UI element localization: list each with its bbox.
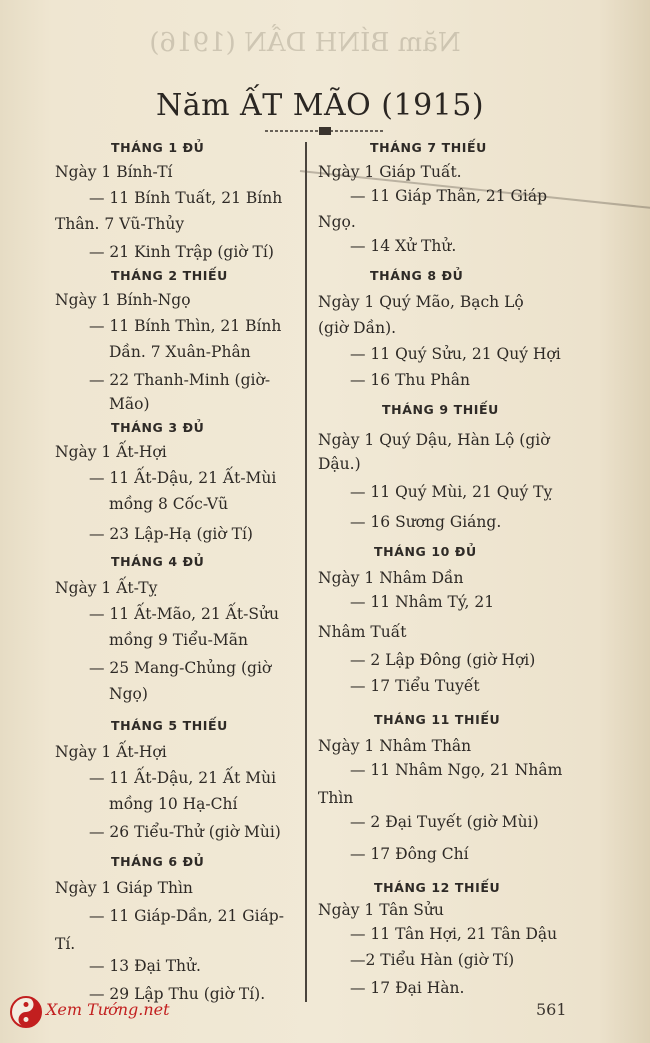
calendar-line: — 16 Sương Giáng. [350, 513, 502, 531]
calendar-line: Ngày 1 Giáp Tuất. [318, 163, 462, 181]
calendar-line: — 11 Giáp-Dần, 21 Giáp- [89, 907, 284, 925]
calendar-line: — 22 Thanh-Minh (giờ- [89, 371, 271, 389]
yin-yang-logo-icon [8, 992, 48, 1032]
calendar-line: — 23 Lập-Hạ (giờ Tí) [89, 525, 253, 543]
month-heading: THÁNG 12 THIẾU [374, 880, 501, 895]
calendar-line: Dần. 7 Xuân-Phân [109, 343, 251, 361]
watermark-text: Xem Tướng.net [46, 1000, 170, 1019]
calendar-line: Ngày 1 Bính-Tí [55, 163, 173, 181]
calendar-line: Ngày 1 Nhâm Thân [318, 737, 472, 755]
calendar-line: Ngọ) [109, 685, 148, 703]
month-heading: THÁNG 10 ĐỦ [374, 544, 477, 559]
calendar-line: Ngày 1 Tân Sửu [318, 901, 444, 919]
calendar-line: — 21 Kinh Trập (giờ Tí) [89, 243, 274, 261]
calendar-line: (giờ Dần). [318, 319, 397, 337]
month-heading: THÁNG 9 THIẾU [382, 402, 499, 417]
calendar-line: Ngọ. [318, 213, 356, 231]
calendar-line: — 29 Lập Thu (giờ Tí). [89, 985, 266, 1003]
calendar-line: — 11 Ất-Dậu, 21 Ất-Mùi [89, 469, 277, 487]
calendar-line: — 11 Quý Sửu, 21 Quý Hợi [350, 345, 561, 363]
month-heading: THÁNG 2 THIẾU [111, 268, 228, 283]
calendar-line: Mão) [109, 395, 150, 413]
calendar-line: — 14 Xử Thử. [350, 237, 457, 255]
calendar-line: mồng 10 Hạ-Chí [109, 795, 238, 813]
month-heading: THÁNG 5 THIẾU [111, 718, 228, 733]
calendar-line: —2 Tiểu Hàn (giờ Tí) [350, 951, 515, 969]
month-heading: THÁNG 11 THIẾU [374, 712, 501, 727]
month-heading: THÁNG 3 ĐỦ [111, 420, 205, 435]
column-divider [305, 142, 307, 1002]
calendar-line: — 16 Thu Phân [350, 371, 470, 389]
month-heading: THÁNG 4 ĐỦ [111, 554, 205, 569]
calendar-line: — 11 Nhâm Ngọ, 21 Nhâm [350, 761, 563, 779]
calendar-line: — 17 Tiểu Tuyết [350, 677, 480, 695]
calendar-line: Ngày 1 Quý Mão, Bạch Lộ [318, 293, 524, 311]
calendar-line: — 11 Tân Hợi, 21 Tân Dậu [350, 925, 558, 943]
calendar-line: Thìn [318, 789, 354, 807]
calendar-line: Ngày 1 Ất-Hợi [55, 443, 167, 461]
bleed-through-title: Năm BÍNH DẦN (1916) [149, 28, 461, 58]
calendar-line: Nhâm Tuất [318, 623, 407, 641]
calendar-line: Thân. 7 Vũ-Thủy [55, 215, 185, 233]
calendar-line: Ngày 1 Bính-Ngọ [55, 291, 191, 309]
calendar-line: mồng 9 Tiểu-Mãn [109, 631, 248, 649]
calendar-line: — 11 Quý Mùi, 21 Quý Tỵ [350, 483, 553, 501]
title-ornament [265, 126, 385, 136]
calendar-line: — 2 Lập Đông (giờ Hợi) [350, 651, 536, 669]
page-title: Năm ẤT MÃO (1915) [155, 88, 485, 123]
month-heading: THÁNG 7 THIẾU [370, 140, 487, 155]
month-heading: THÁNG 8 ĐỦ [370, 268, 464, 283]
calendar-line: — 17 Đại Hàn. [350, 979, 465, 997]
calendar-line: — 11 Nhâm Tý, 21 [350, 593, 495, 611]
calendar-line: — 25 Mang-Chủng (giờ [89, 659, 272, 677]
calendar-line: Ngày 1 Ất-Tỵ [55, 579, 158, 597]
calendar-line: Ngày 1 Giáp Thìn [55, 879, 193, 897]
calendar-line: — 11 Ất-Mão, 21 Ất-Sửu [89, 605, 279, 623]
calendar-line: — 2 Đại Tuyết (giờ Mùi) [350, 813, 539, 831]
calendar-line: — 17 Đông Chí [350, 845, 469, 863]
month-heading: THÁNG 6 ĐỦ [111, 854, 205, 869]
calendar-line: Ngày 1 Nhâm Dần [318, 569, 464, 587]
calendar-line: Ngày 1 Ất-Hợi [55, 743, 167, 761]
page-number: 561 [536, 1000, 567, 1019]
calendar-line: — 11 Bính Thìn, 21 Bính [89, 317, 282, 335]
calendar-line: Ngày 1 Quý Dậu, Hàn Lộ (giờ [318, 431, 550, 449]
calendar-line: Tí. [55, 935, 76, 953]
calendar-line: — 13 Đại Thử. [89, 957, 201, 975]
calendar-line: Dậu.) [318, 455, 361, 473]
calendar-line: — 26 Tiểu-Thử (giờ Mùi) [89, 823, 281, 841]
calendar-line: — 11 Ất-Dậu, 21 Ất Mùi [89, 769, 277, 787]
calendar-line: mồng 8 Cốc-Vũ [109, 495, 229, 513]
month-heading: THÁNG 1 ĐỦ [111, 140, 205, 155]
calendar-line: — 11 Bính Tuất, 21 Bính [89, 189, 283, 207]
calendar-line: — 11 Giáp Thân, 21 Giáp [350, 187, 548, 205]
